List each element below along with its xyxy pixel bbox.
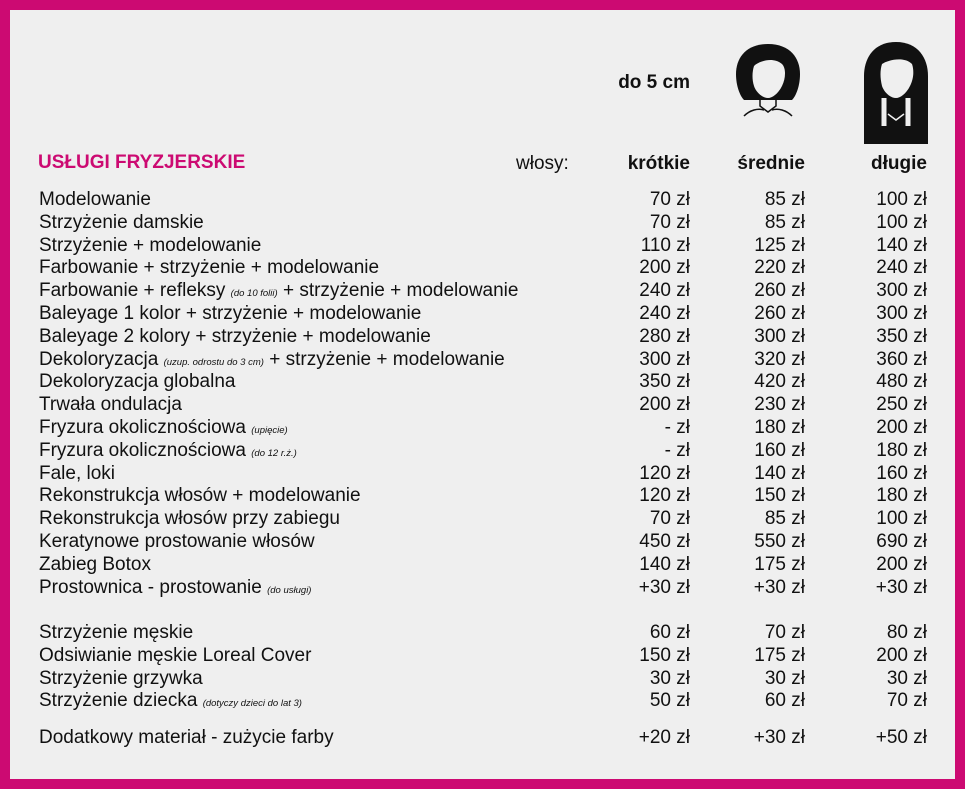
service-label: Dekoloryzacja — [39, 348, 164, 370]
price-medium: 300 zł — [754, 325, 805, 347]
service-label: Keratynowe prostowanie włosów — [39, 531, 315, 552]
column-short: krótkie — [627, 153, 690, 174]
price-long: +50 zł — [875, 727, 927, 748]
price-medium: 230 zł — [754, 394, 805, 416]
service-name — [39, 211, 204, 234]
price-short: 70 zł — [649, 211, 690, 233]
price-list — [10, 10, 955, 779]
price-long: 200 zł — [876, 644, 927, 666]
service-name — [39, 462, 115, 485]
price-medium: 180 zł — [754, 417, 805, 438]
service-name — [39, 553, 151, 576]
price-short: 120 zł — [639, 485, 690, 507]
price-long: 70 zł — [886, 690, 927, 712]
service-row — [10, 667, 955, 690]
price-long: 480 zł — [876, 371, 927, 393]
long-hair-icon — [858, 40, 934, 150]
service-row — [10, 726, 955, 749]
price-medium: 260 zł — [754, 280, 805, 302]
price-medium: 550 zł — [754, 531, 805, 552]
price-short: 70 zł — [649, 189, 690, 210]
service-label: Modelowanie — [39, 189, 151, 210]
service-label: Fale, loki — [39, 462, 116, 484]
price-medium: 85 zł — [764, 508, 805, 530]
service-row — [10, 507, 955, 530]
price-medium: 125 zł — [754, 234, 805, 256]
service-name — [39, 256, 379, 279]
service-name — [39, 644, 311, 667]
price-medium: 70 zł — [764, 622, 805, 643]
price-long: 100 zł — [876, 211, 927, 233]
price-medium: 260 zł — [754, 303, 805, 324]
service-row — [10, 211, 955, 234]
service-row — [10, 621, 955, 644]
service-label: Farbowanie + refleksy — [39, 280, 231, 302]
service-row — [10, 484, 955, 507]
price-short: 350 zł — [639, 371, 690, 393]
service-name — [39, 530, 315, 553]
service-row — [10, 279, 955, 302]
price-short: 150 zł — [639, 644, 690, 666]
service-row — [10, 370, 955, 393]
price-short: - zł — [664, 439, 690, 461]
service-name — [39, 234, 261, 257]
service-name — [39, 667, 203, 690]
column-long: długie — [871, 153, 927, 174]
service-label: Dodatkowy materiał - zużycie farby — [39, 727, 334, 748]
price-short: 240 zł — [639, 303, 690, 324]
price-medium: +30 zł — [753, 727, 805, 748]
price-short: 70 zł — [649, 508, 690, 530]
price-medium: 175 zł — [754, 553, 805, 575]
price-long: 690 zł — [876, 531, 927, 552]
service-name — [39, 689, 302, 715]
service-note: (uzup. odrostu do 3 cm) — [163, 356, 264, 368]
service-label: Fryzura okolicznościowa — [39, 439, 252, 461]
service-row — [10, 689, 955, 712]
price-long: 80 zł — [886, 622, 927, 643]
short-hair-icon — [728, 40, 808, 120]
price-medium: 175 zł — [754, 644, 805, 666]
price-long: 300 zł — [876, 280, 927, 302]
service-name — [39, 302, 421, 325]
section-title: USŁUGI FRYZJERSKIE — [38, 152, 246, 173]
price-short: - zł — [664, 417, 690, 438]
price-long: 100 zł — [876, 508, 927, 530]
price-short: +30 zł — [638, 576, 690, 598]
price-medium: 60 zł — [764, 690, 805, 712]
price-medium: 220 zł — [754, 257, 805, 279]
service-label: Rekonstrukcja włosów + modelowanie — [39, 485, 361, 507]
service-label: Farbowanie + strzyżenie + modelowanie — [39, 257, 380, 279]
price-short: 110 zł — [640, 234, 690, 256]
price-long: 250 zł — [876, 394, 927, 416]
service-label: Fryzura okolicznościowa — [39, 417, 252, 438]
service-row — [10, 439, 955, 462]
service-label: Strzyżenie grzywka — [39, 667, 203, 689]
hair-label: włosy: — [516, 153, 569, 174]
service-note: (do 12 r.ż.) — [251, 447, 297, 459]
service-label: Baleyage 1 kolor + strzyżenie + modelowanie — [39, 303, 422, 324]
service-name — [39, 621, 193, 644]
price-medium: 160 zł — [754, 439, 805, 461]
price-long: 300 zł — [876, 303, 927, 324]
service-row — [10, 393, 955, 416]
service-label: Odsiwianie męskie Loreal Cover — [39, 644, 312, 666]
price-short: 60 zł — [649, 622, 690, 643]
service-row — [10, 553, 955, 576]
service-row — [10, 302, 955, 325]
price-long: 30 zł — [886, 667, 927, 689]
price-short: 30 zł — [649, 667, 690, 689]
service-label-continued: + strzyżenie + modelowanie — [263, 348, 505, 370]
service-name — [39, 325, 431, 348]
service-label: Rekonstrukcja włosów przy zabiegu — [39, 508, 340, 530]
service-row — [10, 530, 955, 553]
service-label-continued: + strzyżenie + modelowanie — [277, 280, 519, 302]
service-label: Strzyżenie damskie — [39, 211, 204, 233]
service-row — [10, 188, 955, 211]
price-medium: 150 zł — [754, 485, 805, 507]
price-short: 50 zł — [649, 690, 690, 712]
service-label: Zabieg Botox — [39, 553, 151, 575]
service-name — [39, 393, 182, 416]
service-row — [10, 234, 955, 257]
price-short: 200 zł — [639, 394, 690, 416]
service-row — [10, 576, 955, 599]
price-long: 200 zł — [876, 553, 927, 575]
price-short: 280 zł — [639, 325, 690, 347]
price-medium: +30 zł — [753, 576, 805, 598]
price-short: +20 zł — [638, 727, 690, 748]
service-label: Strzyżenie + modelowanie — [39, 234, 262, 256]
price-medium: 420 zł — [754, 371, 805, 393]
service-row — [10, 644, 955, 667]
service-label: Trwała ondulacja — [39, 394, 182, 416]
service-name — [39, 576, 311, 602]
price-long: 100 zł — [876, 189, 927, 210]
price-long: 160 zł — [876, 462, 927, 484]
service-name — [39, 726, 334, 749]
column-medium: średnie — [737, 153, 805, 174]
price-medium: 85 zł — [764, 211, 805, 233]
price-medium: 320 zł — [754, 348, 805, 370]
service-note: (upięcie) — [251, 425, 288, 436]
service-label: Dekoloryzacja globalna — [39, 371, 236, 393]
price-short: 300 zł — [639, 348, 690, 370]
service-row — [10, 256, 955, 279]
service-label: Prostownica - prostowanie — [39, 576, 268, 598]
service-label: Strzyżenie męskie — [39, 622, 194, 643]
service-row — [10, 348, 955, 371]
short-length-label: do 5 cm — [618, 72, 690, 93]
price-medium: 140 zł — [754, 462, 805, 484]
price-long: 200 zł — [876, 417, 927, 438]
service-note: (do usługi) — [267, 584, 312, 596]
price-long: 360 zł — [876, 348, 927, 370]
service-name — [39, 188, 151, 211]
service-row — [10, 462, 955, 485]
service-name — [39, 484, 361, 507]
service-label: Baleyage 2 kolory + strzyżenie + modelowanie — [39, 325, 431, 347]
price-medium: 30 zł — [764, 667, 805, 689]
price-short: 450 zł — [639, 531, 690, 552]
service-note: (dotyczy dzieci do lat 3) — [202, 698, 302, 710]
service-label: Strzyżenie dziecka — [39, 690, 203, 712]
price-long: 140 zł — [876, 234, 927, 256]
price-long: 240 zł — [876, 257, 927, 279]
price-long: 180 zł — [876, 439, 927, 461]
price-short: 200 zł — [639, 257, 690, 279]
price-short: 120 zł — [639, 462, 690, 484]
service-row — [10, 325, 955, 348]
service-name — [39, 370, 235, 393]
price-long: +30 zł — [875, 576, 927, 598]
price-long: 350 zł — [876, 325, 927, 347]
service-row — [10, 416, 955, 439]
price-short: 140 zł — [639, 553, 690, 575]
price-medium: 85 zł — [764, 189, 805, 210]
service-note: (do 10 folii) — [230, 288, 278, 300]
price-long: 180 zł — [876, 485, 927, 507]
service-name — [39, 507, 340, 530]
price-short: 240 zł — [639, 280, 690, 302]
